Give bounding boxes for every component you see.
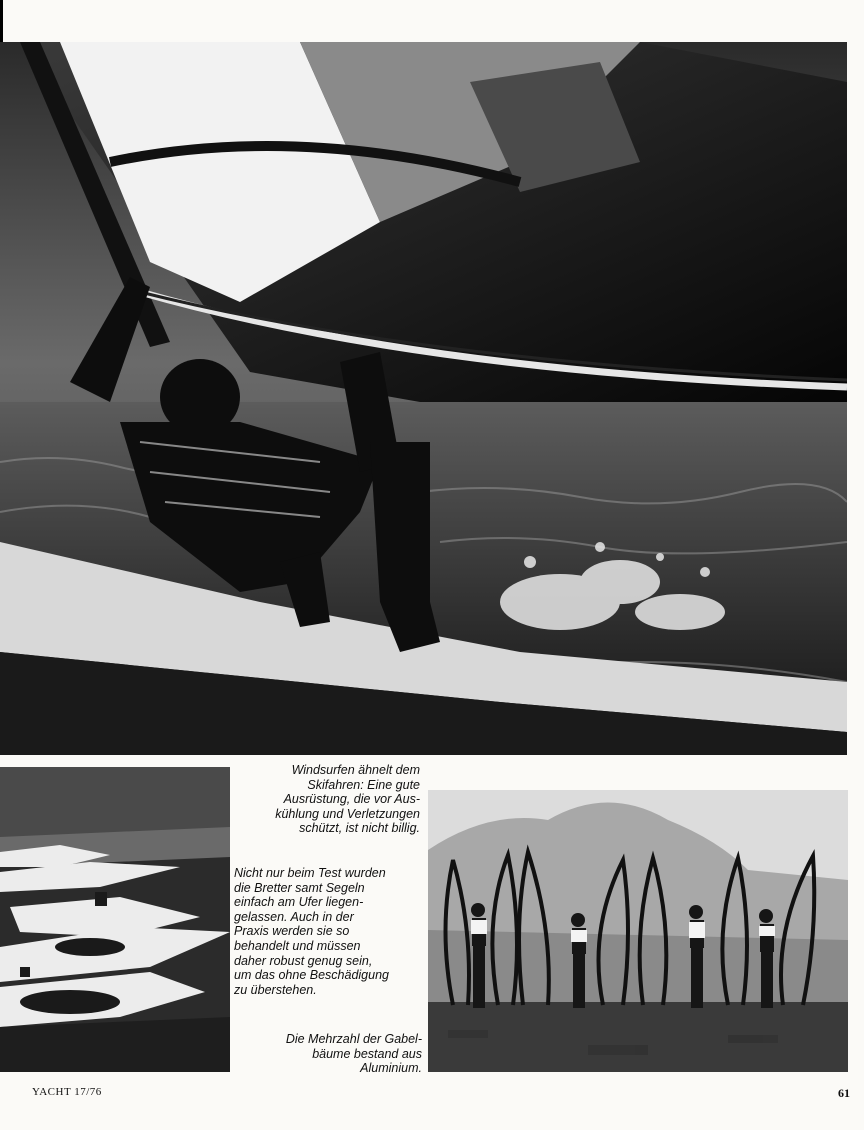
windsurfer-photo bbox=[0, 42, 847, 755]
caption-boards: Nicht nur beim Test wurden die Bretter samt Segeln einfach am Ufer liegen- gelassen. Auch in der Praxis werden sie so behandelt und müssen daher robust genug sein, um das ohne Beschädigung zu überstehen. bbox=[234, 866, 389, 997]
page-number: 61 bbox=[838, 1086, 850, 1100]
caption-booms: Die Mehrzahl der Gabel- bäume bestand aus Aluminium. bbox=[285, 1032, 422, 1076]
people-with-booms-photo bbox=[428, 790, 848, 1072]
caption-windsurfing: Windsurfen ähnelt dem Skifahren: Eine gute Ausrüstung, die vor Aus- kühlung und Verletzungen schützt, ist nicht billig. bbox=[275, 763, 420, 836]
people-with-booms-graphic bbox=[428, 790, 848, 1072]
boards-on-shore-photo bbox=[0, 767, 230, 1072]
boards-on-shore-graphic bbox=[0, 767, 230, 1072]
windsurfer-photo-graphic bbox=[0, 42, 847, 755]
magazine-issue-label: YACHT 17/76 bbox=[32, 1086, 102, 1098]
page-edge-mark bbox=[0, 0, 3, 44]
